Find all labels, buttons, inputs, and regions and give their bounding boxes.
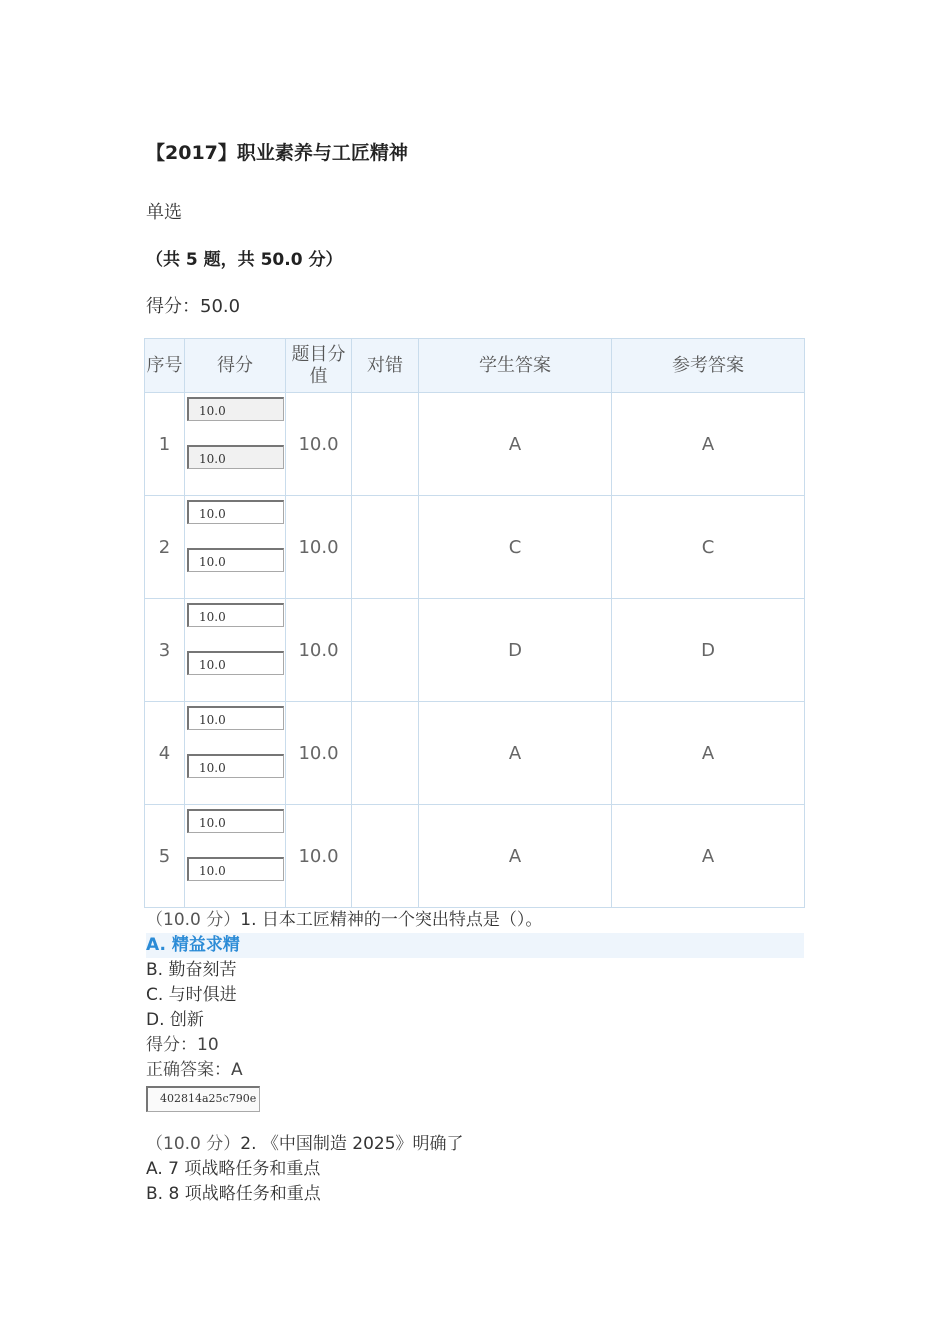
row-correct xyxy=(352,393,419,496)
question-1 xyxy=(146,908,804,1112)
score-field[interactable]: 10.0 xyxy=(187,651,284,675)
question-text: 2. 《中国制造 2025》明确了 xyxy=(240,1134,464,1154)
row-points: 10.0 xyxy=(286,393,352,496)
score-cell xyxy=(185,702,286,805)
row-student-answer: A xyxy=(419,702,612,805)
score-field[interactable]: 10.0 xyxy=(187,500,284,524)
row-points: 10.0 xyxy=(286,496,352,599)
score-field[interactable]: 10.0 xyxy=(187,603,284,627)
row-reference-answer: A xyxy=(612,393,805,496)
row-no: 2 xyxy=(145,496,185,599)
question-2 xyxy=(146,1132,804,1207)
score-field[interactable]: 10.0 xyxy=(187,706,284,730)
row-reference-answer: A xyxy=(612,805,805,908)
row-student-answer: A xyxy=(419,393,612,496)
score-field[interactable]: 10.0 xyxy=(187,754,284,778)
header-student-answer: 学生答案 xyxy=(419,339,612,393)
option-a[interactable]: A. 7 项战略任务和重点 xyxy=(146,1159,321,1179)
row-student-answer: C xyxy=(419,496,612,599)
page-title: 【2017】职业素养与工匠精神 xyxy=(146,142,408,164)
row-correct xyxy=(352,496,419,599)
header-score: 得分 xyxy=(185,339,286,393)
question-header xyxy=(146,1132,804,1157)
table-row xyxy=(145,702,805,805)
correct-answer: 正确答案：A xyxy=(146,1060,243,1080)
header-no: 序号 xyxy=(145,339,185,393)
score-field[interactable]: 10.0 xyxy=(187,857,284,881)
row-correct xyxy=(352,599,419,702)
header-correct: 对错 xyxy=(352,339,419,393)
row-reference-answer: D xyxy=(612,599,805,702)
row-reference-answer: A xyxy=(612,702,805,805)
header-points: 题目分值 xyxy=(286,339,352,393)
row-no: 5 xyxy=(145,805,185,908)
table-row xyxy=(145,599,805,702)
question-points: （10.0 分） xyxy=(146,1134,241,1154)
option-c[interactable]: C. 与时俱进 xyxy=(146,985,237,1005)
header-reference-answer: 参考答案 xyxy=(612,339,805,393)
option-b[interactable]: B. 勤奋刻苦 xyxy=(146,960,237,980)
score-field[interactable]: 10.0 xyxy=(187,548,284,572)
option-b[interactable]: B. 8 项战略任务和重点 xyxy=(146,1184,321,1204)
row-reference-answer: C xyxy=(612,496,805,599)
table-row xyxy=(145,496,805,599)
row-student-answer: A xyxy=(419,805,612,908)
section-type: 单选 xyxy=(146,202,182,223)
score-field[interactable]: 10.0 xyxy=(187,445,284,469)
option-a[interactable]: A. 精益求精 xyxy=(146,933,804,958)
row-points: 10.0 xyxy=(286,599,352,702)
score-cell xyxy=(185,496,286,599)
question-summary: （共 5 题，共 50.0 分） xyxy=(146,250,343,270)
question-points: （10.0 分） xyxy=(146,910,241,930)
row-points: 10.0 xyxy=(286,805,352,908)
answer-id-field[interactable]: 402814a25c790e xyxy=(146,1086,260,1112)
score-cell xyxy=(185,393,286,496)
option-d[interactable]: D. 创新 xyxy=(146,1010,204,1030)
score-field[interactable]: 10.0 xyxy=(187,809,284,833)
table-row xyxy=(145,393,805,496)
score-cell xyxy=(185,599,286,702)
score-field[interactable]: 10.0 xyxy=(187,397,284,421)
table-row xyxy=(145,805,805,908)
score-table xyxy=(144,338,805,908)
score-cell xyxy=(185,805,286,908)
row-points: 10.0 xyxy=(286,702,352,805)
row-no: 4 xyxy=(145,702,185,805)
row-student-answer: D xyxy=(419,599,612,702)
question-header xyxy=(146,908,804,933)
row-no: 1 xyxy=(145,393,185,496)
table-header-row xyxy=(145,339,805,393)
total-score: 得分：50.0 xyxy=(146,296,241,317)
row-correct xyxy=(352,805,419,908)
question-text: 1. 日本工匠精神的一个突出特点是（）。 xyxy=(240,910,543,930)
row-no: 3 xyxy=(145,599,185,702)
question-score: 得分：10 xyxy=(146,1035,219,1055)
row-correct xyxy=(352,702,419,805)
